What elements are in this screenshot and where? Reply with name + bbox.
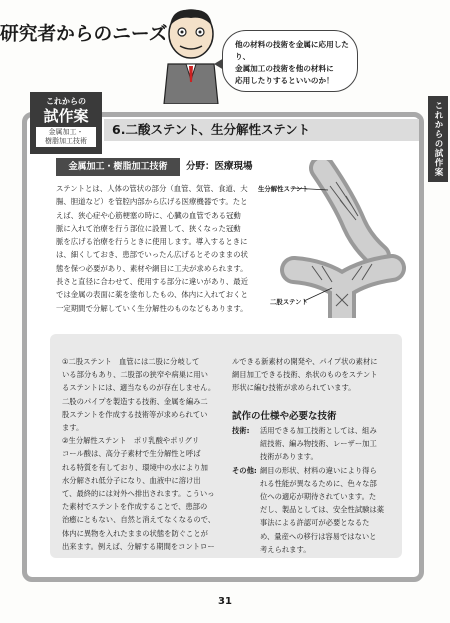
needs-line: て、最終的には対外へ排出されます。こういっ bbox=[62, 489, 215, 499]
bubble-line: 他の材料の技術を金属に応用したり、 bbox=[235, 40, 349, 61]
spec-row bbox=[232, 424, 394, 464]
spec-key: その他: bbox=[232, 465, 257, 475]
needs-line: コール酸は、高分子素材で生分解性と呼ば bbox=[62, 449, 201, 459]
intro-line: えば、狭心症や心筋梗塞の時に、心臓の血管である冠動 bbox=[56, 210, 241, 220]
needs-line: ます。 bbox=[62, 423, 84, 433]
needs-line: ①二股ステント 血管には二股に分岐して bbox=[62, 357, 200, 366]
needs-line: 治癒にともない、自然と消えてなくなるので、 bbox=[62, 515, 216, 525]
needs-line: 二股のパイプを製造する技術、金属を編み二 bbox=[62, 396, 208, 406]
spec-line: れる性能が異なるために、色々な部 bbox=[260, 478, 377, 488]
intro-line: 一定期間で分解していく生分解性のものなどもあります。 bbox=[56, 303, 248, 313]
intro-line: 態を保つ必要があり、素材や網目に工夫が求められます。 bbox=[56, 263, 248, 273]
needs-line: 形状に編む技術が求められています。 bbox=[232, 383, 356, 393]
intro-line: 腸、胆道など）を管腔内部から広げる医療機器です。たと bbox=[56, 197, 248, 207]
bubble-line: 応用したりするといいのか！ bbox=[235, 76, 334, 85]
spec-line: だし、製品としては、安全性試験は薬 bbox=[260, 505, 385, 515]
speech-bubble bbox=[222, 30, 358, 92]
badge-sub-line: 樹脂加工技術 bbox=[45, 137, 87, 145]
spec-line: 事法による許認可が必要となるた bbox=[260, 518, 370, 528]
needs-line: た素材でステントを作成することで、患部の bbox=[62, 502, 208, 512]
intro-line: では金属の表面に薬を塗布したもの、体内に入れておくと bbox=[56, 290, 248, 300]
intro-line: 脈に入れて治療を行う部位に設置して、狭くなった冠動 bbox=[56, 223, 241, 233]
spec-line: 網目の形状、材料の違いにより得ら bbox=[260, 465, 377, 475]
spec-key: 技術: bbox=[232, 426, 250, 435]
spec-heading: 試作の仕様や必要な技術 bbox=[232, 411, 337, 422]
needs-heading: 研究者からのニーズ bbox=[0, 23, 168, 45]
spec-line: 考えられます。 bbox=[260, 544, 311, 554]
section-badge bbox=[30, 92, 102, 154]
spec-line: 技術があります。 bbox=[260, 452, 318, 462]
page-title: 6.二酸ステント、生分解性ステント bbox=[104, 119, 419, 141]
spec-value bbox=[260, 464, 394, 556]
needs-line: ②生分解性ステント ポリ乳酸やポリグリ bbox=[62, 436, 200, 446]
badge-sub bbox=[36, 127, 96, 147]
needs-line: いる部分もあり、二股部の狭窄や病巣に用い bbox=[62, 370, 208, 380]
needs-line: 出来ます。例えば、分解する期間をコントロー bbox=[62, 541, 215, 551]
bubble-line: 金属加工の技術を他の材料に bbox=[235, 64, 334, 73]
side-tab[interactable]: これからの試作案 bbox=[428, 96, 448, 182]
intro-line: 長さと直径に合わせて、使用する部分に違いがあり、最近 bbox=[56, 277, 249, 287]
intro-line: は、細くしておき、患部でいったん広げるとそのままの状 bbox=[56, 250, 248, 260]
field-label: 分野：医療現場 bbox=[186, 161, 253, 172]
needs-line: 水分解され低分子になり、血液中に溶け出 bbox=[62, 475, 201, 485]
needs-left-column bbox=[62, 355, 226, 553]
mascot-illustration bbox=[158, 4, 224, 104]
spec-line: 位への適応が期待されています。た bbox=[260, 492, 377, 502]
category-label: 金属加工・樹脂加工技術 bbox=[56, 158, 180, 176]
needs-line: 股ステントを作成する技術等が求められてい bbox=[62, 409, 208, 419]
spec-line: め、量産への移行は容易ではないと bbox=[260, 531, 377, 541]
needs-right-column bbox=[232, 355, 394, 395]
needs-line: 体内に異物を入れたままの状態を防ぐことが bbox=[62, 528, 208, 538]
needs-line: ルできる新素材の開発や、パイプ状の素材に bbox=[232, 357, 378, 366]
figure-label-bifurcated: 二股ステント bbox=[270, 298, 308, 306]
spec-list bbox=[232, 424, 394, 556]
badge-sub-line: 金属加工・ bbox=[48, 128, 84, 136]
needs-line: るステントには、適当なものが存在しません。 bbox=[62, 383, 216, 393]
spec-line: 紐技術、編み物技術、レーザー加工 bbox=[260, 439, 377, 449]
spec-value bbox=[260, 424, 394, 464]
figure-label-biodegradable: 生分解性ステント bbox=[258, 185, 309, 193]
spec-row bbox=[232, 464, 394, 556]
badge-main: 試作案 bbox=[43, 107, 89, 125]
page-number: 31 bbox=[218, 596, 232, 607]
intro-line: ステントとは、人体の管状の部分（血管、気管、食道、大 bbox=[56, 184, 248, 193]
intro-text bbox=[56, 182, 252, 315]
needs-line: れる特質を有しており、環境中の水により加 bbox=[62, 462, 208, 472]
badge-top: これからの bbox=[46, 97, 86, 106]
spec-line: 活用できる加工技術としては、組み bbox=[260, 426, 377, 435]
intro-line: 脈を広げる治療を行うときに使用します。導入するときに bbox=[56, 237, 248, 247]
needs-line: 網目加工できる技術、糸状のものをステント bbox=[232, 370, 378, 380]
